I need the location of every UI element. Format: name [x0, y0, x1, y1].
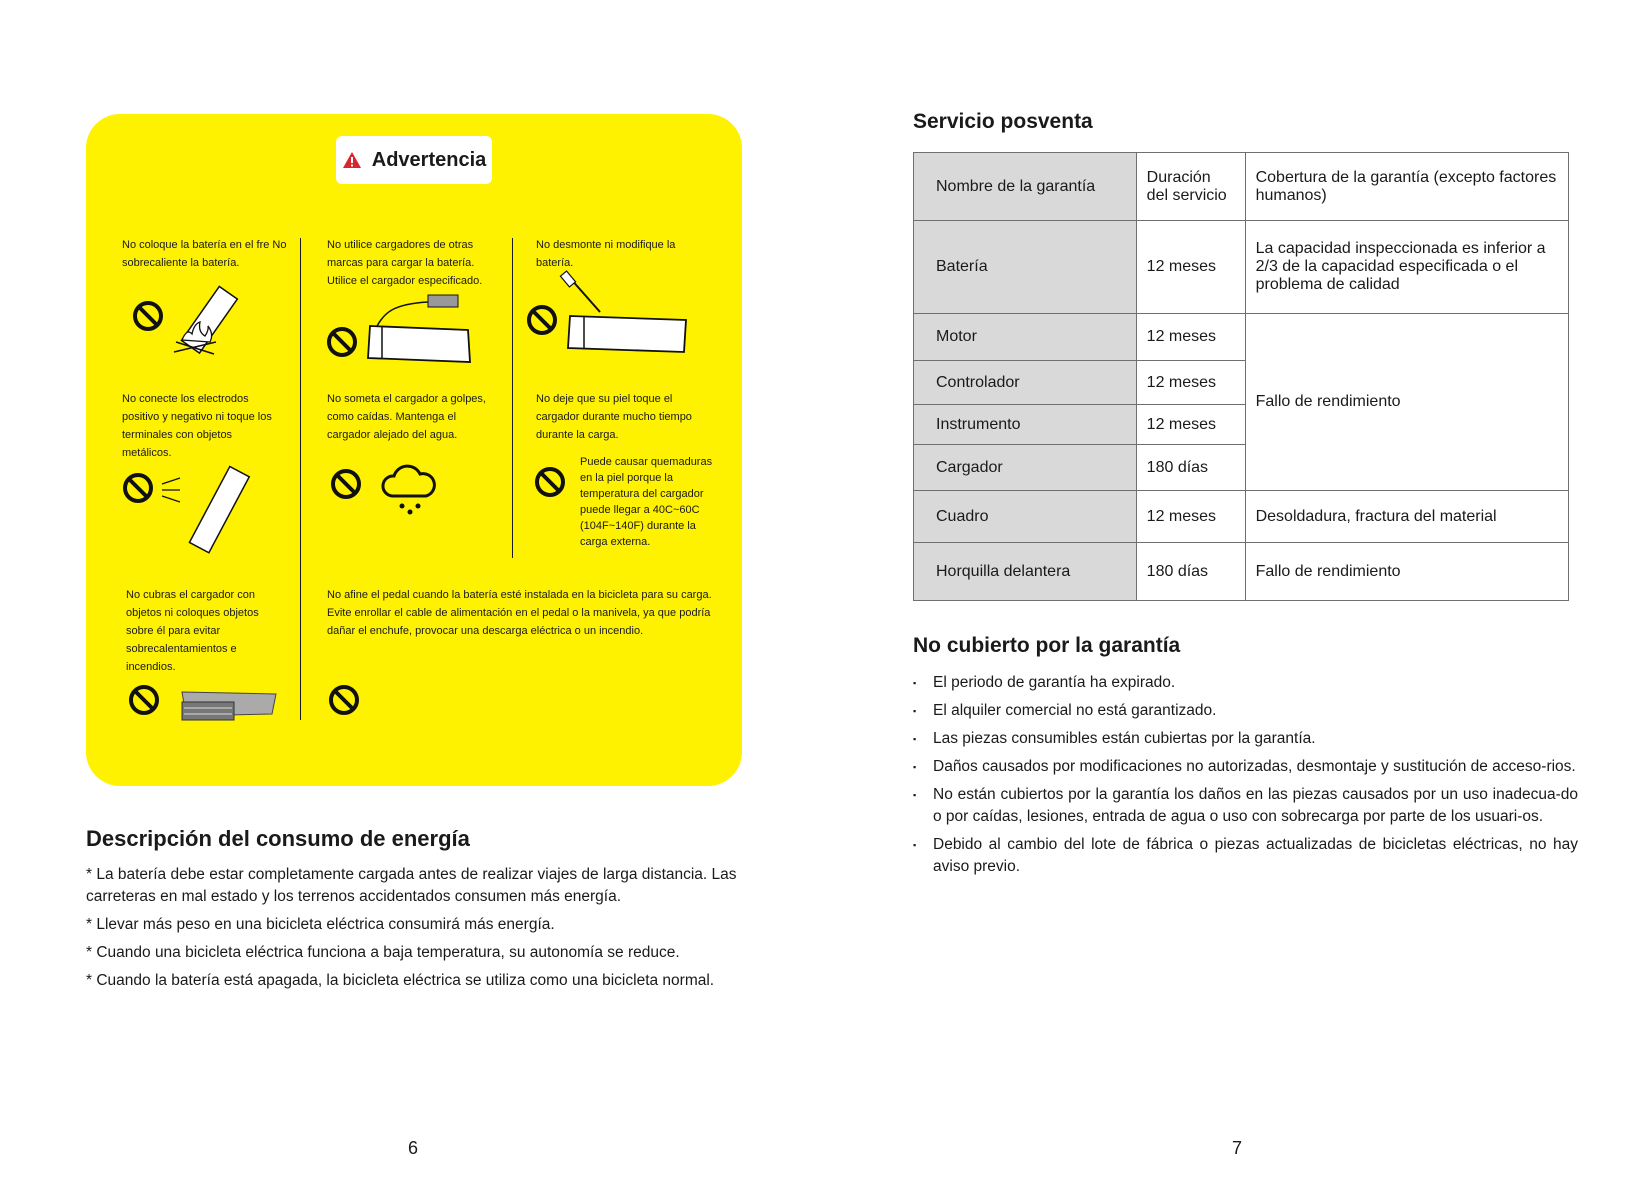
table-row [914, 153, 1569, 221]
warning-text-cover: No cubras el cargador con objetos ni coloques objetos sobre él para evitar sobrecalentamientos e incendios. [126, 589, 259, 673]
warning-badge [336, 136, 492, 184]
short-circuit-icon [120, 462, 260, 554]
warranty-duration: 180 días [1136, 445, 1245, 491]
energy-item: * Llevar más peso en una bicicleta eléctrica consumirá más energía. [86, 916, 555, 933]
table-row [914, 491, 1569, 543]
list-item: ▪ Debido al cambio del lote de fábrica o piezas actualizadas de bicicletas eléctricas, no hay aviso previo. [913, 834, 1578, 878]
rain-cloud-icon [326, 460, 446, 520]
table-row [914, 314, 1569, 361]
energy-heading: Descripción del consumo de energía [86, 826, 470, 851]
warranty-duration: 12 meses [1136, 361, 1245, 405]
warning-title: Advertencia [371, 148, 487, 171]
column-divider [512, 238, 513, 558]
service-heading: Servicio posventa [913, 110, 1093, 133]
covered-charger-icon [126, 672, 286, 732]
warranty-name: Batería [914, 221, 1137, 314]
warranty-duration: 12 meses [1136, 221, 1245, 314]
warning-text-disassemble: No desmonte ni modifique la batería. [536, 239, 676, 269]
table-row [914, 221, 1569, 314]
column-divider [300, 238, 301, 720]
warning-text-water: No someta el cargador a golpes, como caídas. Mantenga el cargador alejado del agua. [327, 393, 486, 441]
energy-item: * Cuando una bicicleta eléctrica funciona a baja temperatura, su autonomía se reduce. [86, 944, 680, 961]
table-row [914, 543, 1569, 601]
warranty-coverage: Desoldadura, fractura del material [1245, 491, 1568, 543]
warranty-duration: 12 meses [1136, 405, 1245, 445]
warning-text-charger: No utilice cargadores de otras marcas para cargar la batería. Utilice el cargador especificado. [327, 239, 483, 287]
warning-text-pedal: No afine el pedal cuando la batería esté instalada en la bicicleta para su carga. Evite enrollar el cable de alimentación en el pedal o la manivela, ya que podría dañar el enchufe, provocar una descarga eléctrica o un incendio. [327, 589, 712, 637]
energy-list [86, 864, 746, 992]
charger-battery-icon [324, 292, 484, 368]
warranty-coverage: La capacidad inspeccionada es inferior a 2/3 de la capacidad especificada o el problema de calidad [1245, 221, 1568, 314]
list-item: ▪ No están cubiertos por la garantía los daños en las piezas causados por un uso inadecua-do o por caídas, lesiones, entrada de agua o uso con sobrecarga por parte de los usuari-os. [913, 784, 1578, 828]
burn-note: Puede causar quemaduras en la piel porque la temperatura del cargador puede llegar a 40C~60C (104F~140F) durante la carga externa. [580, 456, 713, 548]
warning-text-fire: No coloque la batería en el fre No sobrecaliente la batería. [122, 239, 287, 269]
screwdriver-battery-icon [524, 270, 694, 360]
not-covered-list [913, 672, 1578, 884]
pedal-icon [326, 682, 366, 722]
warranty-name: Instrumento [914, 405, 1137, 445]
warranty-name: Controlador [914, 361, 1137, 405]
fire-battery-icon [130, 280, 270, 360]
list-item: ▪ El alquiler comercial no está garantizado. [913, 700, 1578, 722]
skin-contact-icon [532, 464, 572, 504]
header-cell: Cobertura de la garantía (excepto factores humanos) [1245, 153, 1568, 221]
list-item: ▪ Las piezas consumibles están cubiertas por la garantía. [913, 728, 1578, 750]
warranty-name: Motor [914, 314, 1137, 361]
warranty-coverage-merged: Fallo de rendimiento [1245, 314, 1568, 491]
warranty-name: Cargador [914, 445, 1137, 491]
not-covered-heading: No cubierto por la garantía [913, 634, 1181, 657]
page-number-left: 6 [408, 1138, 419, 1158]
list-item: ▪ El periodo de garantía ha expirado. [913, 672, 1578, 694]
list-item: ▪ Daños causados por modificaciones no autorizadas, desmontaje y sustitución de acceso-rios. [913, 756, 1578, 778]
warranty-duration: 12 meses [1136, 314, 1245, 361]
energy-item: * Cuando la batería está apagada, la bicicleta eléctrica se utiliza como una bicicleta normal. [86, 972, 715, 989]
warranty-name: Cuadro [914, 491, 1137, 543]
warranty-coverage: Fallo de rendimiento [1245, 543, 1568, 601]
header-cell: Duración del servicio [1136, 153, 1245, 221]
warning-triangle-icon [342, 151, 362, 169]
page-number-right: 7 [1232, 1138, 1243, 1158]
warranty-table [913, 152, 1569, 601]
warning-text-electrodes: No conecte los electrodos positivo y negativo ni toque los terminales con objetos metálicos. [122, 393, 272, 459]
warranty-name: Horquilla delantera [914, 543, 1137, 601]
header-cell: Nombre de la garantía [914, 153, 1137, 221]
warranty-duration: 12 meses [1136, 491, 1245, 543]
warranty-duration: 180 días [1136, 543, 1245, 601]
warning-text-skin: No deje que su piel toque el cargador durante mucho tiempo durante la carga. [536, 393, 692, 441]
energy-item: * La batería debe estar completamente cargada antes de realizar viajes de larga distancia. Las carreteras en mal estado y los terrenos accidentados consumen más energía. [86, 866, 737, 905]
